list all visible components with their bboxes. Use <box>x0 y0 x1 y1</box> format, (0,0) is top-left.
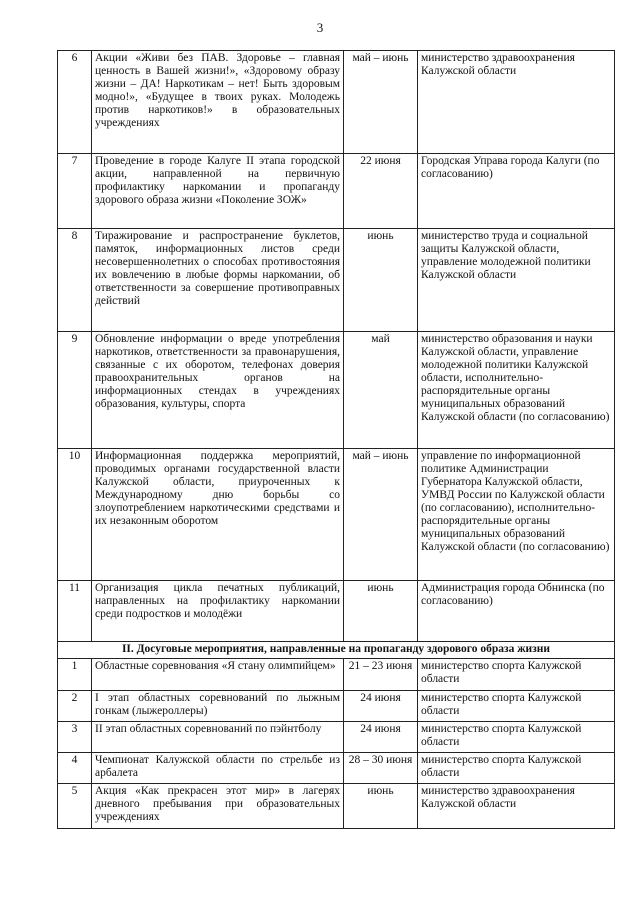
row-number: 6 <box>58 51 92 154</box>
event-date: май – июнь <box>344 449 418 581</box>
event-responsible: министерство образования и науки Калужской области, управление молодежной политики Калужской области, исполнительно-распорядительные органы муниципальных образований Калужской области (по согласованию) <box>418 332 615 449</box>
event-description: Акции «Живи без ПАВ. Здоровье – главная ценность в Вашей жизни!», «Здоровому образу жизни – ДА! Наркотикам – нет! Быть здоровым модно!», «Будущее в твоих руках. Молодежь против наркотиков!» в образовательных учреждениях <box>92 51 344 154</box>
event-responsible: министерство спорта Калужской области <box>418 659 615 691</box>
page-number: 3 <box>316 20 324 35</box>
table-row <box>58 449 615 581</box>
event-date: 24 июня <box>344 691 418 722</box>
event-description: II этап областных соревнований по пэйнтболу <box>92 722 344 753</box>
table-row <box>58 154 615 229</box>
event-date: май – июнь <box>344 51 418 154</box>
event-date: 24 июня <box>344 722 418 753</box>
event-date: 22 июня <box>344 154 418 229</box>
event-date: май <box>344 332 418 449</box>
table-row <box>58 229 615 332</box>
event-responsible: Администрация города Обнинска (по согласованию) <box>418 581 615 642</box>
table-row <box>58 753 615 784</box>
row-number: 7 <box>58 154 92 229</box>
table-row <box>58 784 615 829</box>
section-row <box>58 642 615 659</box>
event-responsible: министерство здравоохранения Калужской области <box>418 51 615 154</box>
events-table <box>57 50 615 829</box>
event-description: Организация цикла печатных публикаций, направленных на профилактику наркомании среди подростков и молодёжи <box>92 581 344 642</box>
event-responsible: министерство здравоохранения Калужской области <box>418 784 615 829</box>
event-date: июнь <box>344 229 418 332</box>
event-responsible: министерство спорта Калужской области <box>418 691 615 722</box>
event-date: июнь <box>344 581 418 642</box>
event-description: Областные соревнования «Я стану олимпийцем» <box>92 659 344 691</box>
event-description: Обновление информации о вреде употребления наркотиков, ответственности за правонарушения, связанные с их оборотом, телефонах доверия правоохранительных органов на информационных стендах в учреждениях образования, культуры, спорта <box>92 332 344 449</box>
row-number: 1 <box>58 659 92 691</box>
table-row <box>58 691 615 722</box>
row-number: 2 <box>58 691 92 722</box>
row-number: 5 <box>58 784 92 829</box>
event-description: Проведение в городе Калуге II этапа городской акции, направленной на первичную профилактику наркомании и пропаганду здорового образа жизни «Поколение ЗОЖ» <box>92 154 344 229</box>
event-responsible: Городская Управа города Калуги (по согласованию) <box>418 154 615 229</box>
event-description: Тиражирование и распространение буклетов, памяток, информационных листов среди несовершеннолетних о способах противостояния их вовлечению в любые формы наркомании, об ответственности за совершение противоправных действий <box>92 229 344 332</box>
row-number: 4 <box>58 753 92 784</box>
row-number: 10 <box>58 449 92 581</box>
section-heading: II. Досуговые мероприятия, направленные на пропаганду здорового образа жизни <box>58 642 615 659</box>
table-row <box>58 51 615 154</box>
table-row <box>58 659 615 691</box>
table-row <box>58 722 615 753</box>
row-number: 11 <box>58 581 92 642</box>
event-responsible: управление по информационной политике Администрации Губернатора Калужской области, УМВД России по Калужской области (по согласованию), исполнительно-распорядительные органы муниципальных образований Калужской области (по согласованию) <box>418 449 615 581</box>
table-row <box>58 332 615 449</box>
row-number: 3 <box>58 722 92 753</box>
event-date: 28 – 30 июня <box>344 753 418 784</box>
event-description: Чемпионат Калужской области по стрельбе из арбалета <box>92 753 344 784</box>
event-date: 21 – 23 июня <box>344 659 418 691</box>
event-responsible: министерство спорта Калужской области <box>418 753 615 784</box>
row-number: 8 <box>58 229 92 332</box>
event-responsible: министерство труда и социальной защиты Калужской области, управление молодежной политики Калужской области <box>418 229 615 332</box>
event-description: Информационная поддержка мероприятий, проводимых органами государственной власти Калужской области, приуроченных к Международному дню борьбы со злоупотреблением наркотическими средствами и их незаконным оборотом <box>92 449 344 581</box>
event-description: Акция «Как прекрасен этот мир» в лагерях дневного пребывания при образовательных учреждениях <box>92 784 344 829</box>
row-number: 9 <box>58 332 92 449</box>
event-description: I этап областных соревнований по лыжным гонкам (лыжероллеры) <box>92 691 344 722</box>
event-responsible: министерство спорта Калужской области <box>418 722 615 753</box>
event-date: июнь <box>344 784 418 829</box>
table-row <box>58 581 615 642</box>
